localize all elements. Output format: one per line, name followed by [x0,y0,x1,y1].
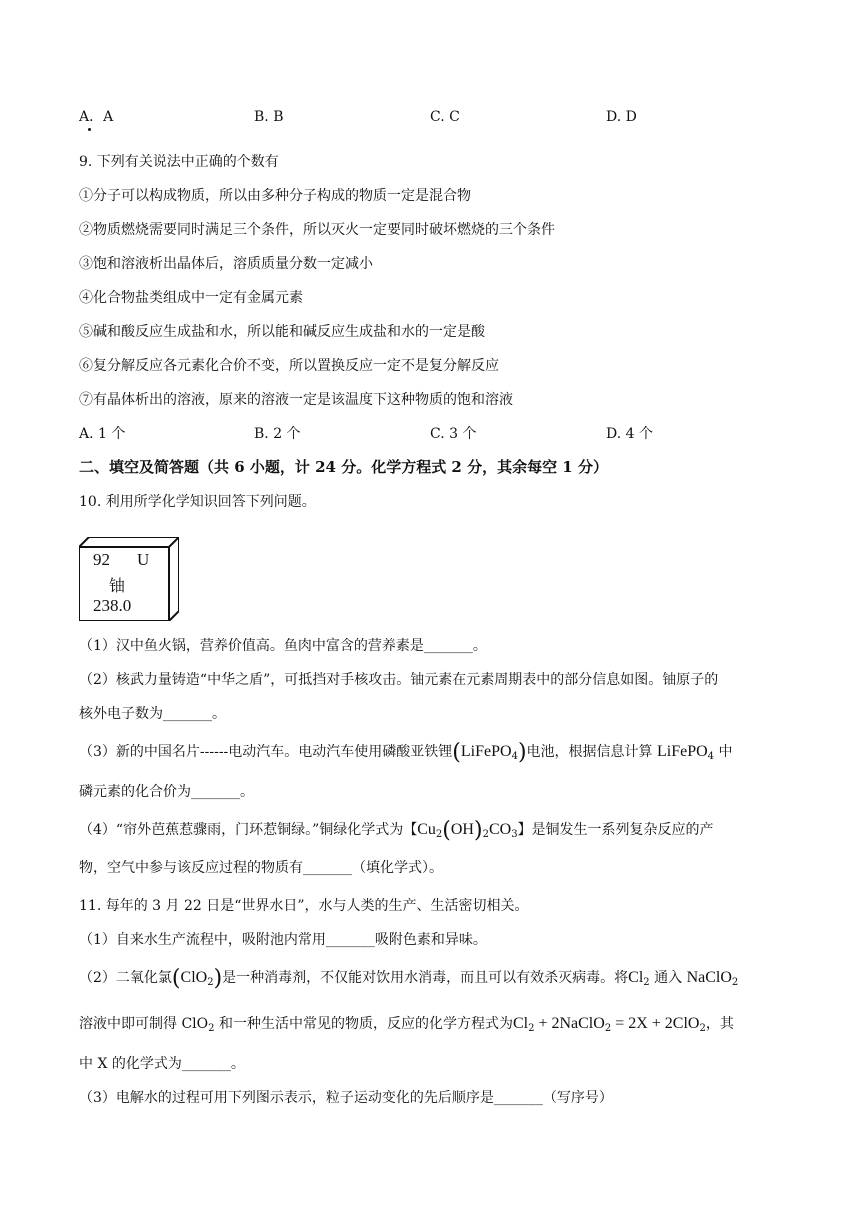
element-name: 铀 [109,576,126,595]
element-symbol: U [137,550,150,569]
q9-item-6: ⑥复分解反应各元素化合价不变，所以置换反应一定不是复分解反应 [79,358,499,374]
q10-stem: 10. 利用所学化学知识回答下列问题。 [79,494,316,510]
q10-part-4-line-1: （4）“帘外芭蕉惹骤雨，门环惹铜绿。”铜绿化学式为【$Cu_2(OH)_2CO_3$】是铜发生一系列复杂反应的产 [79,818,714,843]
section-heading: 二、填空及简答题（共 6 小题，计 24 分。化学方程式 2 分，其余每空 1 分） [79,458,608,476]
q9-option-a: A. 1 个 [79,426,126,442]
q9-item-1: ①分子可以构成物质，所以由多种分子构成的物质一定是混合物 [79,188,471,204]
q9-option-b: B. 2 个 [254,426,301,442]
emphasis-dot [88,128,91,131]
q9-option-d: D. 4 个 [606,426,653,442]
q11-part-2-line-2: 溶液中即可制得 ClO$_2$ 和一种生活中常见的物质，反应的化学方程式为$Cl_2$ + 2NaClO$_2$ = 2X + 2ClO$_2$，其 [79,1015,734,1034]
q9-item-7: ⑦有晶体析出的溶液，原来的溶液一定是该温度下这种物质的饱和溶液 [79,392,513,408]
q10-part-2-line-2: 核外电子数为_______。 [79,706,226,722]
q11-part-2-line-3: 中 X 的化学式为_______。 [79,1056,245,1072]
q8-option-c: C. C [430,109,460,125]
q10-part-2-line-1: （2）核武力量铸造“中华之盾”，可抵挡对手核攻击。铀元素在元素周期表中的部分信息如图。铀原子的 [79,672,719,688]
q8-option-a: A．A [79,109,114,125]
q10-part-1: （1）汉中鱼火锅，营养价值高。鱼肉中富含的营养素是_______。 [79,638,487,654]
element-atomic-number: 92 [93,550,110,569]
q9-item-3: ③饱和溶液析出晶体后，溶质质量分数一定减小 [79,256,373,272]
q11-stem: 11. 每年的 3 月 22 日是“世界水日”，水与人类的生产、生活密切相关。 [79,898,529,914]
q8-option-d: D. D [606,109,637,125]
q9-item-2: ②物质燃烧需要同时满足三个条件，所以灭火一定要同时破坏燃烧的三个条件 [79,222,555,238]
element-atomic-mass: 238.0 [93,596,132,615]
q9-stem: 9. 下列有关说法中正确的个数有 [79,154,279,170]
q10-part-3-line-2: 磷元素的化合价为_______。 [79,784,254,800]
q8-option-b: B. B [254,109,284,125]
q9-item-4: ④化合物盐类组成中一定有金属元素 [79,290,303,306]
uranium-element-card [79,537,179,621]
q11-part-2-line-1: （2）二氧化氯(ClO$_2$)是一种消毒剂，不仅能对饮用水消毒，而且可以有效杀灭病毒。将$Cl_2$ 通入 NaClO$_2$ [79,966,739,991]
q11-part-3: （3）电解水的过程可用下列图示表示，粒子运动变化的先后顺序是_______（写序号） [79,1090,613,1106]
q9-item-5: ⑤碱和酸反应生成盐和水，所以能和碱反应生成盐和水的一定是酸 [79,324,485,340]
q10-part-3-line-1: （3）新的中国名片------电动汽车。电动汽车使用磷酸亚铁锂(LiFePO$_4$)电池，根据信息计算 LiFePO$_4$ 中 [79,740,733,765]
q9-option-c: C. 3 个 [430,426,477,442]
q10-part-4-line-2: 物，空气中参与该反应过程的物质有_______（填化学式）。 [79,860,443,876]
q11-part-1: （1）自来水生产流程中，吸附池内常用_______吸附色素和异味。 [79,932,487,948]
